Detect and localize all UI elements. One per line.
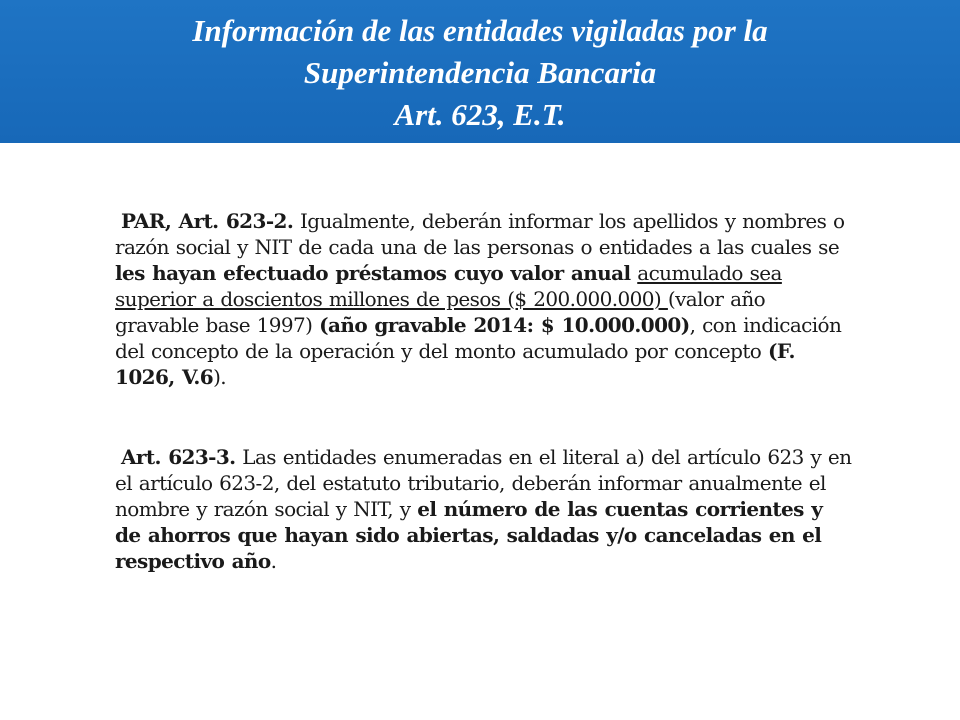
body-text: Igualmente, deberán informar los apellidos y nombres o razón social y NIT de cada una de las personas o entidades a las cuales se bbox=[115, 209, 845, 259]
body-text: . bbox=[270, 549, 277, 573]
emphasis-text: (año gravable 2014: $ 10.000.000) bbox=[319, 313, 690, 337]
article-reference: Art. 623-3. bbox=[121, 445, 236, 469]
body-text: (valor año gravable base 1997) bbox=[115, 287, 766, 337]
paragraph-art-623-3 bbox=[115, 444, 855, 574]
emphasis-text: el número de las cuentas corrientes y de ahorros que hayan sido abiertas, saldadas y/o canceladas en el respectivo año bbox=[115, 497, 823, 573]
slide-title-line-1: Información de las entidades vigiladas por la bbox=[192, 13, 768, 48]
body-text: ). bbox=[213, 365, 227, 389]
slide-title-line-3: Art. 623, E.T. bbox=[394, 97, 566, 132]
slide-body bbox=[115, 208, 855, 574]
title-banner bbox=[0, 0, 960, 143]
slide-title-line-2: Superintendencia Bancaria bbox=[303, 55, 657, 90]
form-reference: (F. 1026, V.6 bbox=[115, 339, 795, 389]
slide-title bbox=[0, 10, 960, 136]
paragraph-art-623-2 bbox=[115, 208, 855, 390]
article-reference: PAR, Art. 623-2. bbox=[121, 209, 294, 233]
body-text: Las entidades enumeradas en el literal a) del artículo 623 y en el artículo 623-2, del estatuto tributario, deberán informar anualmente el nombre y razón social y NIT, y bbox=[115, 445, 852, 521]
emphasis-text: les hayan efectuado préstamos cuyo valor anual bbox=[115, 261, 631, 285]
body-text: , con indicación del concepto de la operación y del monto acumulado por concepto bbox=[115, 313, 842, 363]
underlined-text: acumulado sea superior a doscientos millones de pesos ($ 200.000.000) bbox=[115, 261, 782, 311]
